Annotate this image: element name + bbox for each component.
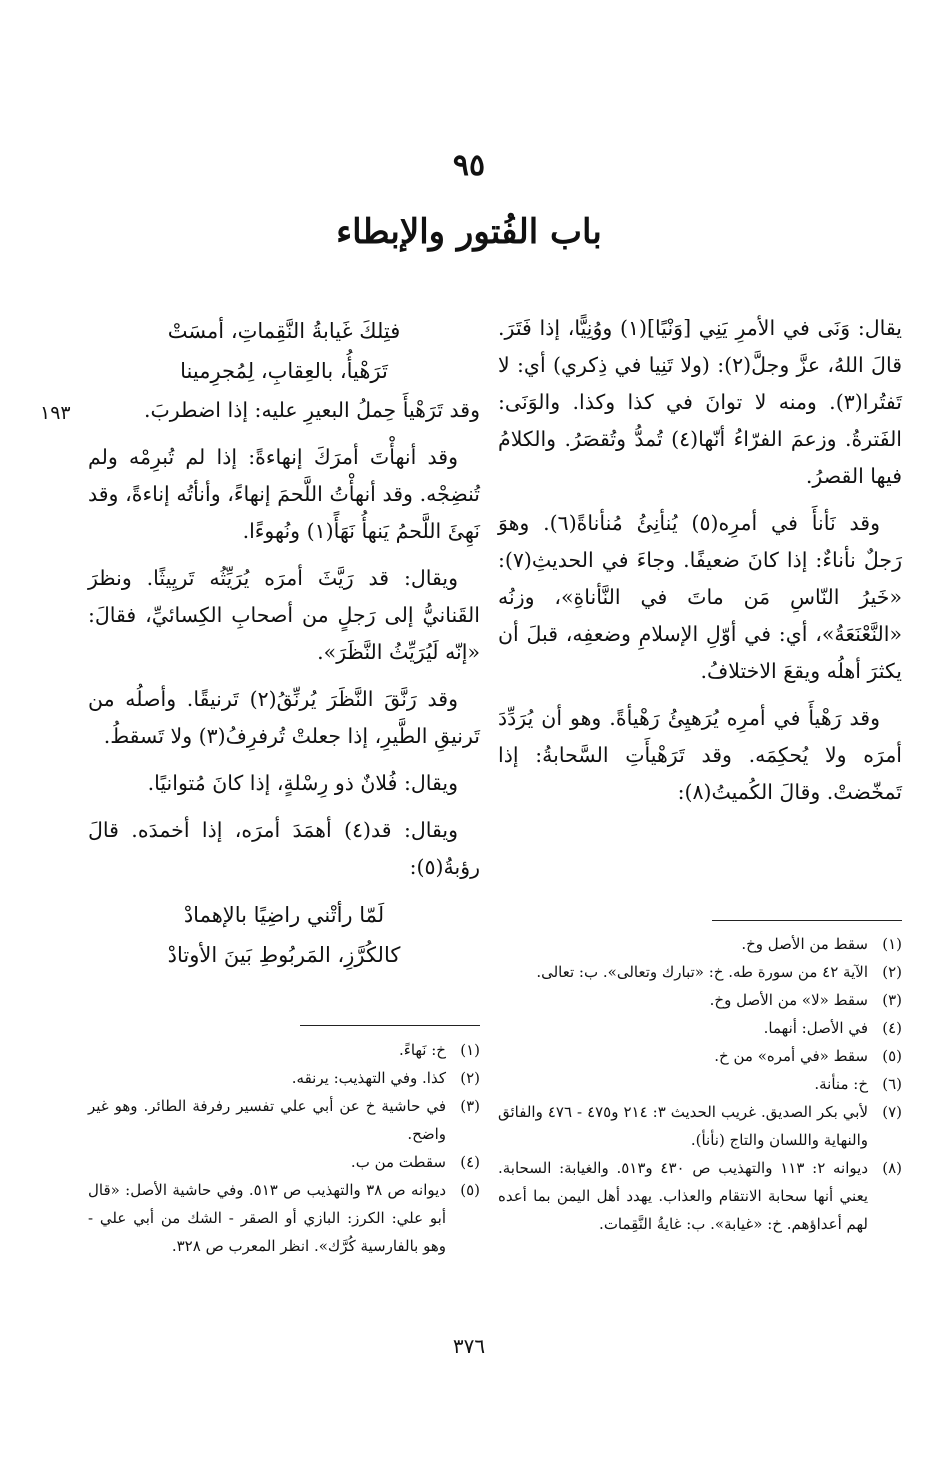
footnote-number: (٢): [460, 1069, 480, 1087]
footnote-number: (٣): [882, 991, 902, 1009]
footnote: [498, 930, 902, 958]
footnote-number: (٦): [882, 1075, 902, 1093]
paragraph-anhaa: وقد أنهأْتَ أمرَكَ إنهاءةً: إذا لم تُبرِمْه ولم تُنضِجْه. وقد أنهأْتُ اللَّحمَ إنهاءً، وأنأتُه إناءةً، وقد نَهِئَ اللَّحمُ يَنهأُ نَهَأً(١) ونُهوءًا.: [88, 445, 480, 543]
footnote-text: ديوانه ٢: ١١٣ والتهذيب ص ٤٣٠ و٥١٣. والغيابة: السحابة. يعني أنها سحابة الانتقام والعذاب. يهدد أهل اليمن بما أعده لهم أعداؤهم. خ: «غيابة». ب: غايةُ النَّقِمات.: [498, 1159, 868, 1233]
footnote-text: كذا. وفي التهذيب: يرنقه.: [291, 1069, 446, 1087]
margin-page-reference: ١٩٣: [40, 402, 71, 424]
footnote-number: (٤): [460, 1153, 480, 1171]
footnote: [498, 1014, 902, 1042]
verse-line: لَمّا رأتْني راضِيًا بالإهمادْ: [183, 903, 385, 927]
paragraph-rannaqa: وقد رَنَّقَ النَّظَرَ يُرنِّقُ(٢) تَرنيقًا. وأصلُه من تَرنيقِ الطَّيرِ، إذا جعلتْ تُرفرِفُ(٣) ولا تَسقطُ.: [88, 687, 480, 748]
footnote-number: (٥): [882, 1047, 902, 1065]
paragraph-rahyaa: وقد رَهْيأَ في أمرِه يُرَهيِئُ رَهْيأةً. وهو أن يُرَدِّدَ أمرَه ولا يُحكِمَه. وقد تَرَهْيأَتِ السَّحابةُ: إذا تَمخّضتْ. وقالَ الكُميتُ(٨):: [498, 706, 902, 804]
footnote: [498, 1042, 902, 1070]
verse-line: فتِلكَ غَيابةُ النَّقِماتِ، أمسَتْ: [167, 319, 401, 343]
footnotes-right: [498, 930, 902, 1238]
footnote-text: في الأصل: أنهما.: [763, 1019, 868, 1037]
chapter-title: باب الفُتور والإبطاء: [336, 212, 602, 252]
footnote: [498, 986, 902, 1014]
footnote-text: ديوانه ص ٣٨ والتهذيب ص ٥١٣. وفي حاشية الأصل: «قال أبو علي: الكرز: البازي أو الصقر - الشك من أبي علي - وهو بالفارسية كُرَّك». انظر المعرب ص ٣٢٨.: [88, 1181, 446, 1255]
paragraph-ahmada: ويقال: قد(٤) أهمَدَ أمرَه، إذا أخمدَه. قالَ رؤبةُ(٥):: [88, 818, 480, 879]
chapter-number: ٩٥: [452, 148, 486, 183]
footnote-number: (٣): [460, 1097, 480, 1115]
footnote-text: سقط من الأصل وخ.: [741, 935, 868, 953]
footnote: [88, 1036, 480, 1064]
footnote-number: (١): [460, 1041, 480, 1059]
footnote: [498, 958, 902, 986]
footnote-text: خ: نَهاءً.: [399, 1041, 446, 1059]
right-text-column: [498, 310, 902, 821]
footnote-text: لأبي بكر الصديق. غريب الحديث ٣: ٢١٤ و٤٧٥ - ٤٧٦ والفائق والنهاية واللسان والتاج (نأنأ).: [498, 1103, 869, 1149]
footnote: [498, 1070, 902, 1098]
footnote: [88, 1092, 480, 1148]
paragraph-wana: يقال: وَنَى في الأمرِ يَنِي [وَنْيًا](١) ووُنِيًّا، إذا فَتَرَ. قالَ اللهُ، عزَّ وجلَّ(٢): (ولا تَنِيا في ذِكري) أي: لا تَفتُرا(٣). ومنه لا توانَ في كذا وكذا. والوَنَى: الفَترةُ. وزعمَ الفرّاءُ أنّها(٤) تُمدُّ وتُقصَرُ. والكلامُ فيها القصرُ.: [498, 316, 903, 488]
footnote-divider-right: [712, 920, 902, 921]
left-text-column: [88, 310, 480, 976]
footnote: [88, 1148, 480, 1176]
footnote-text: في حاشية خ عن أبي علي تفسير رفرفة الطائر. وهو غير واضح.: [88, 1097, 446, 1143]
footnote-number: (٨): [882, 1159, 902, 1177]
footnote-number: (٥): [460, 1181, 480, 1199]
ruba-verse: [88, 896, 480, 974]
footnote-number: (١): [882, 935, 902, 953]
paragraph-rislah: ويقال: فُلانٌ ذو رِسْلةٍ، إذا كانَ مُتوانيًا.: [147, 771, 458, 795]
footnote-text: سقط «في أمره» من خ.: [714, 1047, 868, 1065]
footnote: [88, 1176, 480, 1260]
paragraph-rayyatha: ويقال: قد رَيَّثَ أمرَه يُرَيِّثُه تَريِيثًا. ونظرَ القَنانيُّ إلى رَجلٍ من أصحابِ الكِسائيِّ، فقالَ: «إنّه لَيُرَيِّثُ النَّظَرَ».: [88, 566, 480, 664]
footnote-number: (٧): [882, 1103, 902, 1121]
footnote-text: الآية ٤٢ من سورة طه. خ: «تبارك وتعالى». ب: تعالى.: [536, 963, 868, 981]
verse-line: كالكُرَّزِ، المَربُوطِ بَينَ الأوتادْ: [167, 943, 401, 967]
footnotes-left: [88, 1036, 480, 1260]
paragraph-nanaa: وقد نَأنأَ في أمرِه(٥) يُنأنِئُ مُنأناةً(٦). وهوَ رَجلٌ نأناءٌ: إذا كانَ ضعيفًا. وجاءَ في الحديثِ(٧): «خَيرُ النّاسِ مَن ماتَ في النَّأناةِ»، وزنُه «النَّعْنَعَةُ»، أي: في أوّلِ الإسلامِ وضعفِه، قبلَ أن يكثرَ أهلُه ويقعَ الاختلافُ.: [498, 511, 902, 683]
footnote-text: سقطت من ب.: [350, 1153, 446, 1171]
page-number: ٣٧٦: [452, 1334, 486, 1358]
footnote: [498, 1154, 902, 1238]
footnote-number: (٢): [882, 963, 902, 981]
verse-line: تَرَهْيأُ، بالعِقابِ، لِمُجرِمينا: [180, 359, 388, 383]
footnote: [498, 1098, 902, 1154]
kumait-verse: [88, 312, 480, 390]
footnote-text: خ: منأنة.: [814, 1075, 868, 1093]
footnote-text: سقط «لا» من الأصل وخ.: [709, 991, 868, 1009]
footnote-number: (٤): [882, 1019, 902, 1037]
footnote-divider-left: [300, 1025, 480, 1026]
paragraph-tarahyaa: وقد تَرَهْيأَ حِملُ البعيرِ عليه: إذا اضطربَ.: [143, 398, 480, 422]
footnote: [88, 1064, 480, 1092]
